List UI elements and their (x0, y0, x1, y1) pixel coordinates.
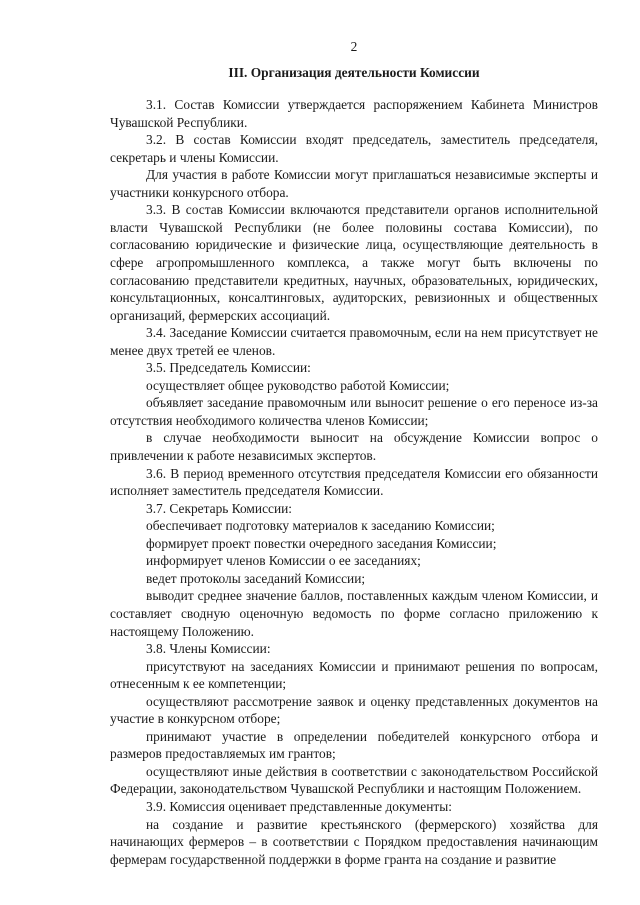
paragraph-3-8-item: принимают участие в определении победителей конкурсного отбора и размеров предоставляемых им грантов; (110, 728, 598, 762)
paragraph-3-7-item: обеспечивает подготовку материалов к заседанию Комиссии; (146, 518, 495, 534)
paragraph-3-7-item: ведет протоколы заседаний Комиссии; (146, 570, 366, 586)
paragraph-3-2-experts: Для участия в работе Комиссии могут приглашаться независимые эксперты и участники конкурсного отбора. (110, 167, 598, 200)
paragraph-3-5-item: объявляет заседание правомочным или выносит решение о его переносе из-за отсутствия необходимого количества членов Комиссии; (110, 395, 598, 428)
document-page (110, 38, 598, 868)
paragraph-3-7-item: информирует членов Комиссии о ее заседаниях; (146, 553, 421, 569)
paragraph-3-7-item: формирует проект повестки очередного заседания Комиссии; (146, 535, 497, 551)
paragraph-3-9-item: на создание и развитие крестьянского (фермерского) хозяйства для начинающих фермеров – в соответствии с Порядком предоставления начинающим фермерам государственной поддержки в форме гранта на создание и развитие (110, 816, 598, 867)
paragraph-3-7: 3.7. Секретарь Комиссии: (146, 500, 293, 516)
paragraph-3-8-item: осуществляют рассмотрение заявок и оценку представленных документов на участие в конкурсном отборе; (110, 693, 598, 727)
paragraph-3-8-item: присутствуют на заседаниях Комиссии и принимают решения по вопросам, отнесенным к ее компетенции; (110, 658, 598, 692)
paragraph-3-2: 3.2. В состав Комиссии входят председатель, заместитель председателя, секретарь и члены Комиссии. (110, 132, 598, 165)
paragraph-3-8: 3.8. Члены Комиссии: (146, 641, 271, 657)
page-number: 2 (350, 39, 358, 54)
section-title: III. Организация деятельности Комиссии (228, 64, 480, 80)
paragraph-3-4: 3.4. Заседание Комиссии считается правомочным, если на нем присутствует не менее двух третей ее членов. (110, 325, 598, 358)
paragraph-3-8-item: осуществляют иные действия в соответствии с законодательством Российской Федерации, законодательством Чувашской Республики и настоящим Положением. (110, 763, 598, 797)
paragraph-3-9: 3.9. Комиссия оценивает представленные документы: (146, 798, 452, 814)
paragraph-3-5: 3.5. Председатель Комиссии: (146, 360, 311, 376)
paragraph-3-1: 3.1. Состав Комиссии утверждается распоряжением Кабинета Министров Чувашской Республики. (110, 97, 598, 130)
paragraph-3-5-item: в случае необходимости выносит на обсуждение Комиссии вопрос о привлечении к работе независимых экспертов. (110, 430, 598, 464)
paragraph-3-6: 3.6. В период временного отсутствия председателя Комиссии его обязанности исполняет заместитель председателя Комиссии. (110, 465, 598, 499)
paragraph-3-3: 3.3. В состав Комиссии включаются представители органов исполнительной власти Чувашской Республики (не более половины состава Комиссии), по согласованию юридические и физические лица, осуществляющие деятельность в сфере агропромышленного комплекса, а также могут быть включены по согласованию представители кредитных, научных, образовательных, юридических, консультационных, консалтинговых, аудиторских, ревизионных и общественных организаций, фермерских ассоциаций. (110, 202, 598, 323)
paragraph-3-5-item: осуществляет общее руководство работой Комиссии; (146, 377, 450, 393)
document-body (110, 96, 598, 868)
paragraph-3-7-item: выводит среднее значение баллов, поставленных каждым членом Комиссии, и составляет сводную оценочную ведомость по форме согласно приложению к настоящему Положению. (110, 588, 598, 639)
